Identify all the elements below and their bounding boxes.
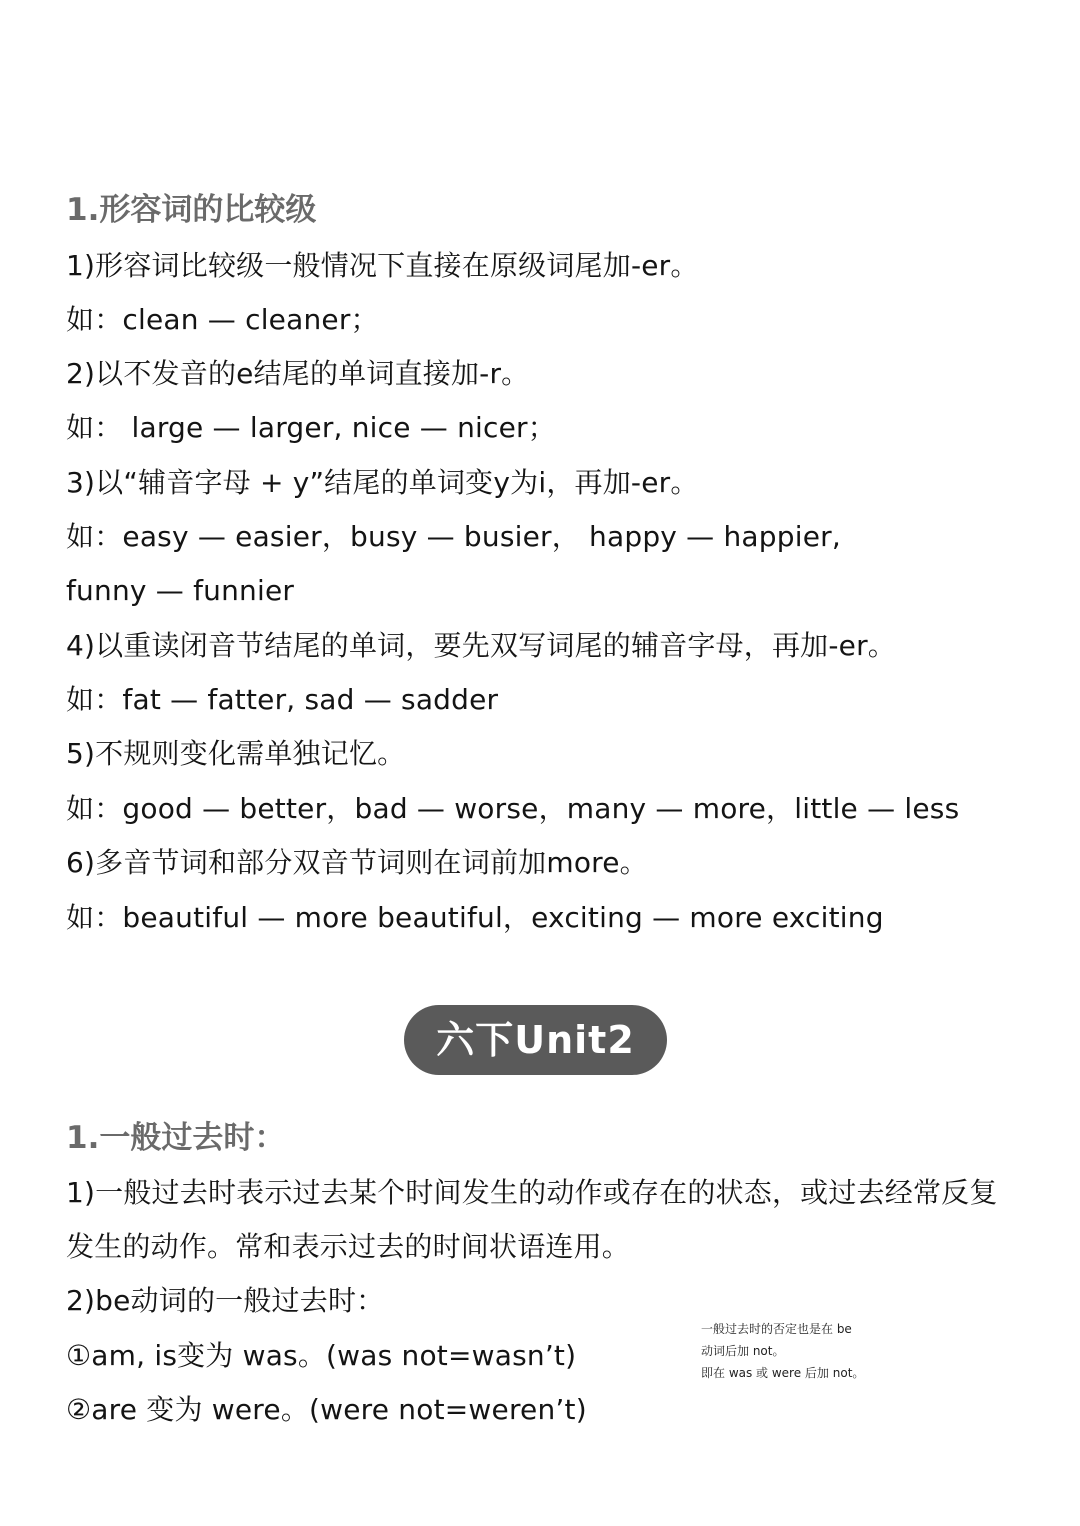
- example-line: 如：clean — cleaner；: [66, 303, 379, 336]
- section-heading-comparative: 1.形容词的比较级: [66, 192, 317, 228]
- side-note-line: 动词后加 not。: [701, 1344, 785, 1358]
- section-heading-past-tense: 1.一般过去时：: [66, 1120, 286, 1156]
- example-line: 如：beautiful — more beautiful，exciting — more exciting: [66, 901, 884, 934]
- rule-line: 2)be动词的一般过去时：: [66, 1284, 385, 1317]
- rule-line: 4)以重读闭音节结尾的单词，要先双写词尾的辅音字母，再加-er。: [66, 629, 896, 662]
- example-line: 如：fat — fatter, sad — sadder: [66, 683, 499, 716]
- rule-line-continued: 发生的动作。常和表示过去的时间状语连用。: [66, 1230, 631, 1263]
- example-line: ①am, is变为 was。(was not=wasn’t): [66, 1339, 577, 1372]
- unit-badge: 六下Unit2: [404, 1005, 667, 1075]
- rule-line: 6)多音节词和部分双音节词则在词前加more。: [66, 846, 648, 879]
- side-note: [701, 1318, 864, 1384]
- example-line: 如： large — larger, nice — nicer；: [66, 411, 556, 444]
- example-line: funny — funnier: [66, 574, 295, 607]
- rule-line: 1)一般过去时表示过去某个时间发生的动作或存在的状态，或过去经常反复: [66, 1176, 998, 1209]
- example-line: ②are 变为 were。(were not=weren’t): [66, 1393, 587, 1426]
- side-note-line: 一般过去时的否定也是在 be: [701, 1322, 852, 1336]
- rule-line: 2)以不发音的e结尾的单词直接加-r。: [66, 357, 530, 390]
- side-note-line: 即在 was 或 were 后加 not。: [701, 1366, 865, 1380]
- rule-line: 1)形容词比较级一般情况下直接在原级词尾加-er。: [66, 249, 699, 282]
- rule-line: 5)不规则变化需单独记忆。: [66, 737, 406, 770]
- rule-line: 3)以“辅音字母 + y”结尾的单词变y为i，再加-er。: [66, 466, 699, 499]
- example-line: 如：easy — easier，busy — busier， happy — happier,: [66, 520, 841, 553]
- example-line: 如：good — better，bad — worse，many — more，little — less: [66, 792, 960, 825]
